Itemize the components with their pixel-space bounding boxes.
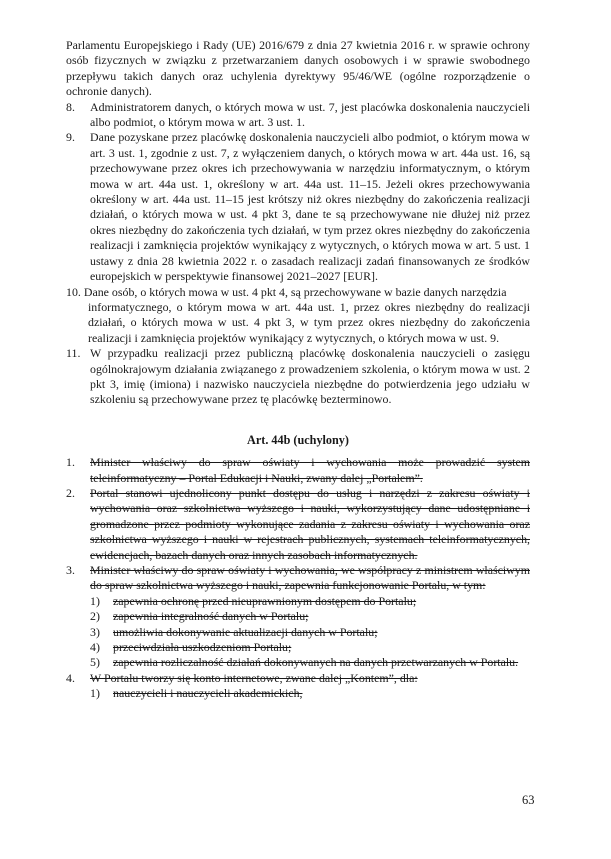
point-number: 1) bbox=[90, 686, 100, 701]
repealed-item bbox=[66, 563, 530, 594]
item-number: 10. bbox=[66, 284, 81, 299]
repealed-item bbox=[66, 455, 530, 486]
repealed-point bbox=[66, 640, 530, 655]
intro-continuation: Parlamentu Europejskiego i Rady (UE) 2016/679 z dnia 27 kwietnia 2016 r. w sprawie ochrony osób fizycznych w związku z przetwarzaniem danych osobowych i w sprawie swobodnego przepływu takich danych oraz uchylenia dyrektywy 95/46/WE (ogólne rozporządzenie o ochronie danych). bbox=[66, 38, 530, 99]
item-text-rest: informatycznego, o którym mowa w art. 44a ust. 1, przez okres niezbędny do realizacji działań, o których mowa w ust. 4 pkt 3, w tym przez okres niezbędny do zakończenia realizacji i zamknięcia projektów wynikający z wytycznych, o których mowa w ust. 9. bbox=[88, 299, 530, 345]
document-page bbox=[66, 38, 530, 702]
item-text: Administratorem danych, o których mowa w ust. 7, jest placówka doskonalenia nauczycieli albo podmiot, o którym mowa w art. 3 ust. 1. bbox=[90, 99, 530, 130]
list-item bbox=[66, 346, 530, 408]
point-text: zapewnia integralność danych w Portalu; bbox=[113, 609, 309, 624]
item-number: 2. bbox=[66, 485, 75, 500]
repealed-point bbox=[66, 655, 530, 670]
repealed-point bbox=[66, 609, 530, 624]
list-item bbox=[66, 285, 530, 347]
point-number: 1) bbox=[90, 593, 100, 608]
item-text: Portal stanowi ujednolicony punkt dostępu do usług i narzędzi z zakresu oświaty i wychowania oraz szkolnictwa wyższego i nauki, wykorzystujący dane udostępniane i gromadzone przez podmioty wykonujące zadania z zakresu oświaty i wychowania oraz szkolnictwa wyższego i nauki w rejestrach publicznych, systemach teleinformatycznych, ewidencjach, bazach danych oraz innych zasobach informatycznych. bbox=[90, 485, 530, 562]
point-number: 2) bbox=[90, 609, 100, 624]
list-item bbox=[66, 100, 530, 131]
item-number: 3. bbox=[66, 563, 75, 577]
repealed-point bbox=[66, 625, 530, 640]
point-text: umożliwia dokonywanie aktualizacji danych w Portalu; bbox=[113, 624, 378, 639]
item-text: Minister właściwy do spraw oświaty i wychowania, we współpracy z ministrem właściwym do spraw szkolnictwa wyższego i nauki, zapewnia funkcjonowanie Portalu, w tym: bbox=[90, 563, 530, 593]
repealed-item bbox=[66, 671, 530, 686]
item-text: Minister właściwy do spraw oświaty i wychowania może prowadzić system teleinformatyczny – Portal Edukacji i Nauki, zwany dalej „Portalem”. bbox=[90, 455, 530, 485]
repealed-point bbox=[66, 594, 530, 609]
item-number: 11. bbox=[66, 346, 81, 361]
repealed-point bbox=[66, 686, 530, 701]
article-heading: Art. 44b (uchylony) bbox=[247, 432, 349, 447]
point-number: 3) bbox=[90, 624, 100, 639]
point-number: 4) bbox=[90, 640, 100, 655]
item-number: 4. bbox=[66, 670, 75, 685]
point-text: zapewnia ochronę przed nieuprawnionym dostępem do Portalu; bbox=[113, 593, 417, 608]
item-number: 9. bbox=[66, 130, 75, 145]
repealed-item bbox=[66, 486, 530, 563]
repealed-article bbox=[66, 455, 530, 702]
point-number: 5) bbox=[90, 655, 100, 670]
item-text: Dane pozyskane przez placówkę doskonalenia nauczycieli albo podmiot, o którym mowa w art. 3 ust. 1, zgodnie z ust. 7, z wyłączeniem danych, o których mowa w art. 44a ust. 16, są przechowywane przez okres ich przechowywania w narzędziu informatycznym, o którym mowa w art. 44a ust. 1, określony w art. 44a ust. 11–15. Jeżeli okres przechowywania określony w art. 44a ust. 11–15 jest krótszy niż okres niezbędny do zakończenia realizacji działań, o których mowa w ust. 4 pkt 3, dane te są przechowywane nie dłużej niż przez okres niezbędny do zakończenia tych działań, w tym przez okres niezbędny do zakończenia realizacji i zamknięcia projektów wynikający z wytycznych, o których mowa w art. 5 ust. 1 ustawy z dnia 28 kwietnia 2022 r. o zasadach realizacji zadań finansowanych ze środków europejskich w perspektywie finansowej 2021–2027 [EUR]. bbox=[90, 130, 530, 284]
list-item bbox=[66, 130, 530, 284]
item-text-first: Dane osób, o których mowa w ust. 4 pkt 4, są przechowywane w bazie danych narzędzia bbox=[83, 284, 507, 299]
item-number: 8. bbox=[66, 99, 75, 114]
item-text: W Portalu tworzy się konto internetowe, zwane dalej „Kontem”, dla: bbox=[90, 670, 418, 685]
item-number: 1. bbox=[66, 455, 75, 470]
item-text: W przypadku realizacji przez publiczną placówkę doskonalenia nauczycieli o zasięgu ogólnokrajowym działania związanego z prowadzeniem szkolenia, o którym mowa w ust. 2 pkt 3, imię (imiona) i nazwisko nauczyciela niezbędne do potwierdzenia jego udziału w szkoleniu są przechowywane przez tę placówkę bezterminowo. bbox=[90, 346, 530, 407]
point-text: przeciwdziała uszkodzeniom Portalu; bbox=[113, 640, 292, 655]
page-number: 63 bbox=[522, 793, 535, 807]
point-text: nauczycieli i nauczycieli akademickich, bbox=[113, 686, 303, 701]
point-text: zapewnia rozliczalność działań dokonywanych na danych przetwarzanych w Portalu. bbox=[113, 655, 519, 670]
